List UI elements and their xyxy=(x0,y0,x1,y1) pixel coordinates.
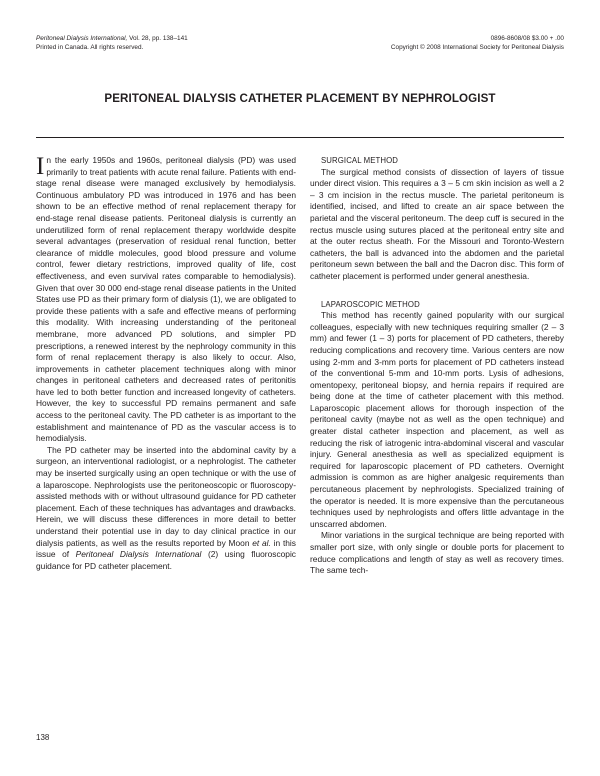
catheter-text-a: The PD catheter may be inserted into the abdominal cavity by a surgeon, an interventional radiologist, or a nephrologist. The catheter may be inserted surgically using an open technique or with the use of a laparoscope. Nephrologists use the peritoneoscopic or fluoroscopy-assisted methods with or without ultrasound guidance for PD catheter placement. Each of these techniques has advantages and drawbacks. Herein, we will discuss these differences in more detail to better understand their potential use in day to day clinical practice in our dialysis patients, as well as the results reported by Moon xyxy=(36,444,296,548)
issn: 0896-8608/08 $3.00 + .00 xyxy=(490,35,564,42)
journal-name: Peritoneal Dialysis International, xyxy=(36,35,128,42)
copyright: Copyright © 2008 International Society for Peritoneal Dialysis xyxy=(390,44,564,51)
et-al: et al. xyxy=(252,537,271,548)
intro-paragraph xyxy=(36,155,296,445)
catheter-text-c: (2) using fluoroscopic guidance for PD catheter placement. xyxy=(36,549,296,571)
journal-citation xyxy=(36,34,188,43)
article-title: PERITONEAL DIALYSIS CATHETER PLACEMENT BY NEPHROLOGIST xyxy=(104,92,496,105)
running-header-left xyxy=(36,34,188,52)
catheter-paragraph xyxy=(36,445,296,573)
running-header-right xyxy=(391,34,564,52)
surgical-method-heading: SURGICAL METHOD xyxy=(321,156,399,165)
left-column xyxy=(36,155,296,572)
surgical-method-paragraph: The surgical method consists of dissection of layers of tissue under direct vision. This requires a 3 – 5 cm skin incision as well a 2 – 3 cm incision in the rectus muscle. The parietal peritoneum is identified, incised, and lifted to create an air space between the parietal and the visceral peritoneum. The deep cuff is secured in the rectus muscle using sutures placed at the peritoneal entry site and at the outer rectus sheath. For the Missouri and Toronto-Western catheters, the ball is advanced into the abdomen and the parietal peritoneum sewn between the ball and the Dacron disc. This form of catheter placement is performed under general anesthesia. xyxy=(310,166,564,281)
page-number: 138 xyxy=(36,733,50,742)
drop-cap: I xyxy=(36,153,45,180)
laparoscopic-method-heading: LAPAROSCOPIC METHOD xyxy=(321,299,420,309)
laparoscopic-paragraph-1: This method has recently gained popularity with our surgical colleagues, especially with new techniques requiring smaller (2 – 3 mm) and fewer (1 – 3) ports for placement of PD catheters, thereby reducing complications and recovery time. Various centers are now using 2-mm and 3-mm ports for placement of PD catheters instead of the conventional 5-mm and 10-mm ports. Lysis of adhesions, omentopexy, peritoneal biopsy, and hernia repairs if required are being done at the time of catheter placement with this method. Laparoscopic placement allows for thorough inspection of the peritoneal cavity (maybe not as well as the open technique) and greater distal catheter inspection and placement, as well as reducing the risk of iatrogenic intra-abdominal visceral and vascular injury. General anesthesia as well as specialized equipment is required for laparoscopic placement of PD catheters. Overnight admission is common as are higher analgesic requirements than percutaneous placement by nephrologists. Specialized training of the operator is needed. It is more expensive than the percutaneous techniques used by nephrologists and offers little advantage in the unscarred abdomen. xyxy=(310,310,564,529)
laparoscopic-paragraph-2: Minor variations in the surgical technique are being reported with smaller port size, with only single or double ports for placement to reduce complications and length of stay as well as recovery times. The same tech- xyxy=(310,530,564,576)
journal-reference: Peritoneal Dialysis International xyxy=(75,549,202,560)
intro-text: n the early 1950s and 1960s, peritoneal dialysis (PD) was used primarily to treat patients with acute renal failure. Patients with end-stage renal disease were managed exclusively by hemodialysis. Continuous ambulatory PD was introduced in 1976 and has been shown to be an effective method of renal replacement therapy for end-stage renal disease patients. Peritoneal dialysis is currently an underutilized form of renal replacement therapy worldwide despite several advantages (preservation of residual renal function, better clearance of middle molecules, good blood pressure and volume control, fewer dietary restrictions, improved quality of life, cost effectiveness, and even survival rates comparable to hemodialysis). Given that over 30 000 end-stage renal disease patients in the United States use PD as their primary form of dialysis (1), we are obligated to provide these patients with a safe and effective means of performing this modality. With increasing understanding of the peritoneal membrane, more advanced PD solutions, and simpler PD prescriptions, a renewed interest by the nephrology community in this form of renal replacement therapy is also likely to occur. Also, improvements in catheter placement techniques along with minor changes in peritoneal catheters and decreased rates of peritonitis have led to both better function and increased longevity of catheters. However, the key to successful PD remains permanent and safe access to the peritoneal cavity. The PD catheter is as important to the establishment and maintenance of PD as the vascular access is to hemodialysis. xyxy=(36,155,296,444)
title-divider xyxy=(36,137,564,138)
printed-notice: Printed in Canada. All rights reserved. xyxy=(36,44,144,51)
catheter-text-b: in this issue of xyxy=(36,537,296,560)
volume-pages: Vol. 28, pp. 138–141 xyxy=(127,35,188,42)
right-column xyxy=(310,155,564,577)
